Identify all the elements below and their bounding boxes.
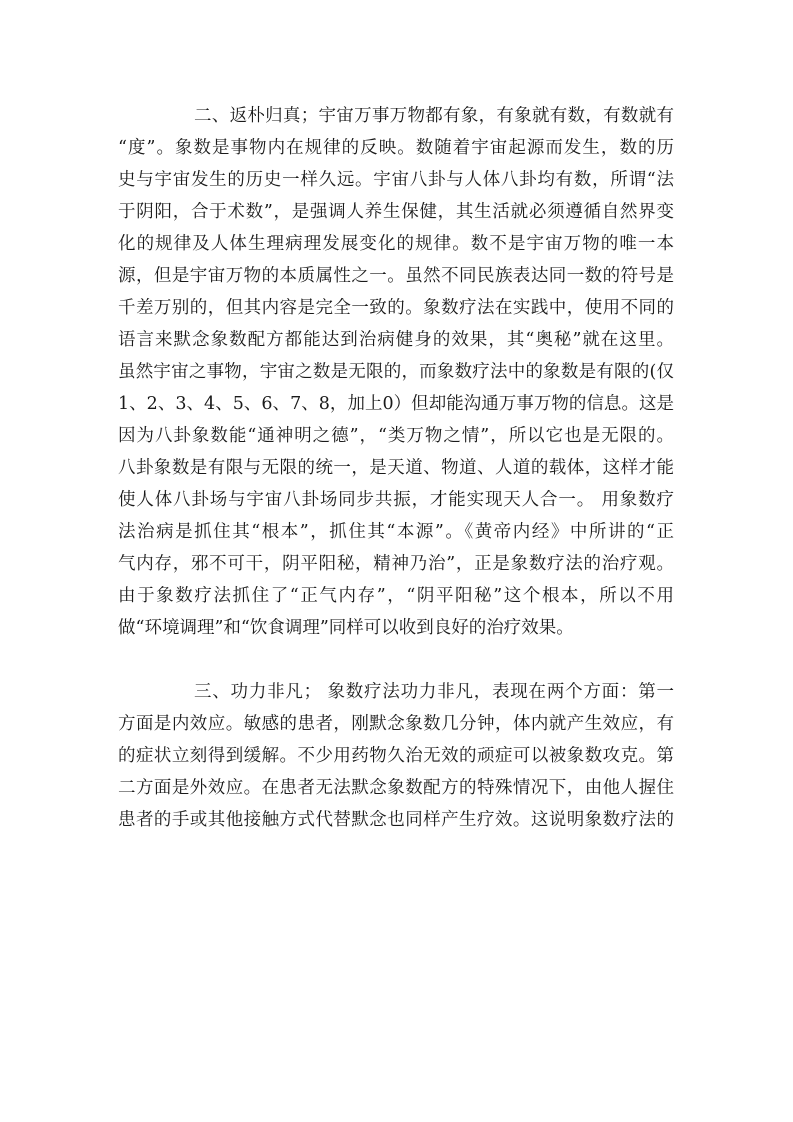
text-line: 二、返朴归真；宇宙万事万物都有象，有象就有数，有数就有 — [194, 106, 674, 126]
paragraph-extraordinary-power — [118, 676, 674, 836]
text-line: 由于象数疗法抓住了“正气内存”，“阴平阳秘”这个根本，所以不用 — [118, 586, 674, 606]
text-line: 做“环境调理”和“饮食调理”同样可以收到良好的治疗效果。 — [118, 618, 574, 638]
text-line: 使人体八卦场与宇宙八卦场同步共振，才能实现天人合一。 用象数疗 — [118, 490, 674, 510]
text-line: 八卦象数是有限与无限的统一，是天道、物道、人道的载体，这样才能 — [118, 458, 674, 478]
text-line: 气内存，邪不可干，阴平阳秘，精神乃治”，正是象数疗法的治疗观。 — [118, 554, 674, 574]
text-line: 二方面是外效应。在患者无法默念象数配方的特殊情况下，由他人握住 — [118, 778, 674, 798]
text-line: 患者的手或其他接触方式代替默念也同样产生疗效。这说明象数疗法的 — [118, 810, 674, 830]
text-line: 因为八卦象数能“通神明之德”，“类万物之情”，所以它也是无限的。 — [118, 426, 674, 446]
text-line: 语言来默念象数配方都能达到治病健身的效果，其“奥秘”就在这里。 — [118, 330, 674, 350]
paragraph-return-to-simplicity — [118, 100, 674, 644]
text-line: “度”。象数是事物内在规律的反映。数随着宇宙起源而发生，数的历 — [118, 138, 674, 158]
text-line: 法治病是抓住其“根本”，抓住其“本源”。《黄帝内经》中所讲的“正 — [118, 522, 674, 542]
text-line: 史与宇宙发生的历史一样久远。宇宙八卦与人体八卦均有数，所谓“法 — [118, 170, 674, 190]
text-line: 1、2、3、4、5、6、7、8，加上0）但却能沟通万事万物的信息。这是 — [118, 394, 674, 414]
document-page — [118, 100, 674, 836]
text-line: 化的规律及人体生理病理发展变化的规律。数不是宇宙万物的唯一本 — [118, 234, 674, 254]
text-line: 于阴阳，合于术数”，是强调人养生保健，其生活就必须遵循自然界变 — [118, 202, 674, 222]
text-line: 三、功力非凡； 象数疗法功力非凡，表现在两个方面：第一 — [194, 682, 674, 702]
text-line: 的症状立刻得到缓解。不少用药物久治无效的顽症可以被象数攻克。第 — [118, 746, 674, 766]
text-line: 千差万别的，但其内容是完全一致的。象数疗法在实践中，使用不同的 — [118, 298, 674, 318]
text-line: 方面是内效应。敏感的患者，刚默念象数几分钟，体内就产生效应，有 — [118, 714, 674, 734]
text-line: 虽然宇宙之事物，宇宙之数是无限的，而象数疗法中的象数是有限的(仅 — [118, 362, 674, 382]
text-line: 源，但是宇宙万物的本质属性之一。虽然不同民族表达同一数的符号是 — [118, 266, 674, 286]
paragraph-gap — [118, 644, 674, 676]
